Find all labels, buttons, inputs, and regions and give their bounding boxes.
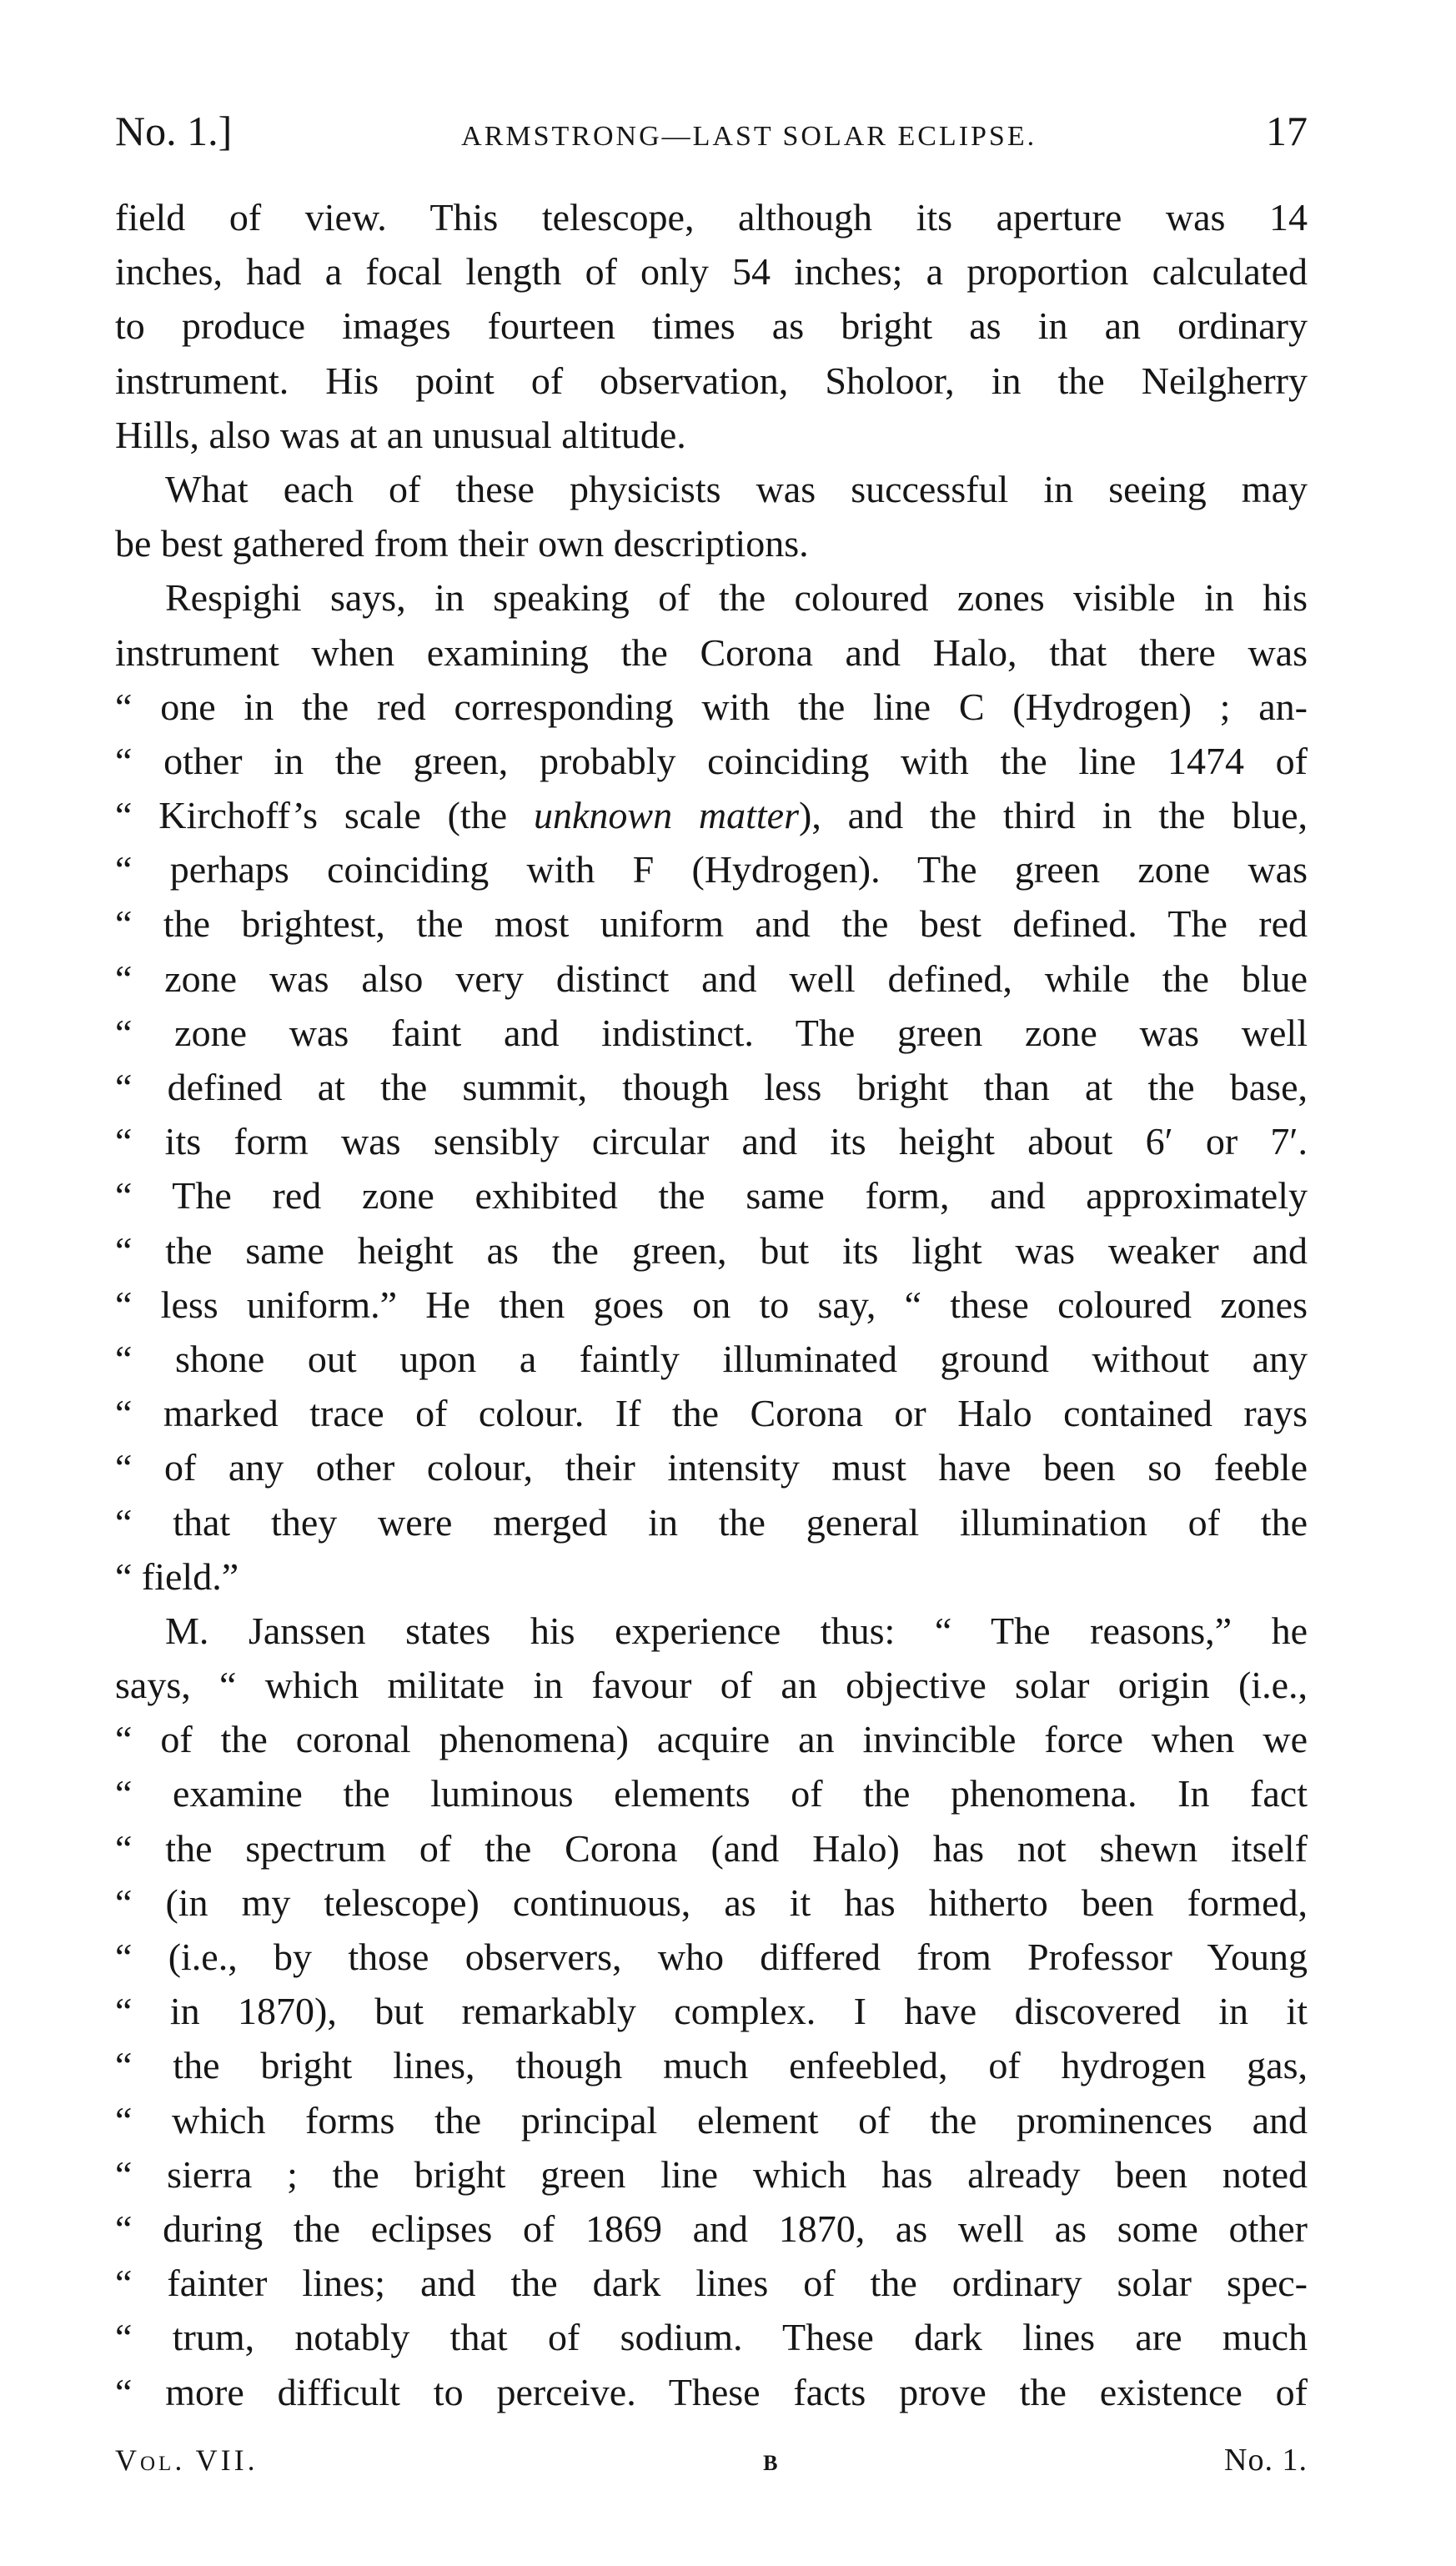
- text-line: “ perhaps coinciding with F (Hydrogen). The green zone was: [115, 848, 1308, 891]
- text-line: Respighi says, in speaking of the coloured zones visible in his: [165, 576, 1308, 620]
- text-line: “ in 1870), but remarkably complex. I have discovered in it: [115, 1990, 1308, 2033]
- text-line: “ which forms the principal element of the prominences and: [115, 2098, 1308, 2142]
- text-line: instrument when examining the Corona and Halo, that there was: [115, 630, 1308, 674]
- text-line: “ more difficult to perceive. These facts prove the existence of: [115, 2370, 1308, 2413]
- text-line: “ that they were merged in the general illumination of the: [115, 1500, 1308, 1544]
- text-line: “ less uniform.” He then goes on to say, “ these coloured zones: [115, 1283, 1308, 1326]
- text-line: “ examine the luminous elements of the phenomena. In fact: [115, 1772, 1308, 1815]
- text-line: field of view. This telescope, although its aperture was 14: [115, 196, 1308, 239]
- text-line: to produce images fourteen times as bright as in an ordinary: [115, 304, 1308, 348]
- text-line: “ marked trace of colour. If the Corona or Halo contained rays: [115, 1392, 1308, 1435]
- text-line: Hills, also was at an unusual altitude.: [115, 413, 686, 456]
- text-line: “ defined at the summit, though less bright than at the base,: [115, 1066, 1308, 1108]
- text-line: says, “ which militate in favour of an objective solar origin (i.e.,: [115, 1664, 1308, 1707]
- text-line: be best gathered from their own descriptions.: [115, 522, 809, 565]
- text-line: instrument. His point of observation, Sholoor, in the Neilgherry: [115, 359, 1308, 402]
- text-line: “ Kirchoff’s scale (the unknown matter), and the third in the blue,: [115, 794, 1308, 837]
- text-line: “ (in my telescope) continuous, as it has hitherto been formed,: [115, 1881, 1308, 1924]
- text-line: “ one in the red corresponding with the line C (Hydrogen) ; an-: [115, 685, 1308, 728]
- text-line: “ other in the green, probably coinciding with the line 1474 of: [115, 739, 1308, 782]
- text-line: “ the bright lines, though much enfeebled, of hydrogen gas,: [115, 2044, 1308, 2087]
- text-line: “ (i.e., by those observers, who differed from Professor Young: [115, 1936, 1308, 1978]
- text-line: “ trum, notably that of sodium. These dark lines are much: [115, 2316, 1308, 2359]
- footer-issue-number: No. 1.: [1224, 2443, 1308, 2478]
- text-line: “ zone was also very distinct and well defined, while the blue: [115, 957, 1308, 1000]
- text-line: “ of the coronal phenomena) acquire an invincible force when we: [115, 1718, 1308, 1761]
- text-line: “ during the eclipses of 1869 and 1870, as well as some other: [115, 2207, 1308, 2250]
- issue-number: No. 1.]: [115, 108, 233, 154]
- text-line: “ zone was faint and indistinct. The green zone was well: [115, 1011, 1308, 1054]
- volume-label: Vol. VII.: [115, 2443, 259, 2477]
- page-number: 17: [1266, 108, 1308, 154]
- text-line: “ the same height as the green, but its light was weaker and: [115, 1228, 1308, 1272]
- text-line: “ field.”: [115, 1554, 239, 1598]
- body-text: [115, 190, 1308, 2419]
- text-line: “ of any other colour, their intensity must have been so feeble: [115, 1446, 1308, 1489]
- text-line: “ the brightest, the most uniform and the best defined. The red: [115, 902, 1308, 946]
- text-line: “ the spectrum of the Corona (and Halo) has not shewn itself: [115, 1826, 1308, 1870]
- text-line: inches, had a focal length of only 54 inches; a proportion calculated: [115, 250, 1308, 294]
- text-line: “ shone out upon a faintly illuminated ground without any: [115, 1337, 1308, 1380]
- running-header: [115, 107, 1308, 165]
- text-line: “ The red zone exhibited the same form, and approximately: [115, 1174, 1308, 1218]
- running-title: ARMSTRONG—LAST SOLAR ECLIPSE.: [461, 121, 1037, 152]
- text-line: M. Janssen states his experience thus: “ The reasons,” he: [165, 1609, 1308, 1652]
- text-line: “ fainter lines; and the dark lines of the ordinary solar spec-: [115, 2262, 1308, 2305]
- page-footer: [115, 2442, 1308, 2492]
- text-line: “ its form was sensibly circular and its height about 6′ or 7′.: [115, 1120, 1308, 1163]
- text-line: “ sierra ; the bright green line which has already been noted: [115, 2152, 1308, 2196]
- signature-mark: B: [763, 2451, 778, 2475]
- text-line: What each of these physicists was successful in seeing may: [165, 467, 1308, 510]
